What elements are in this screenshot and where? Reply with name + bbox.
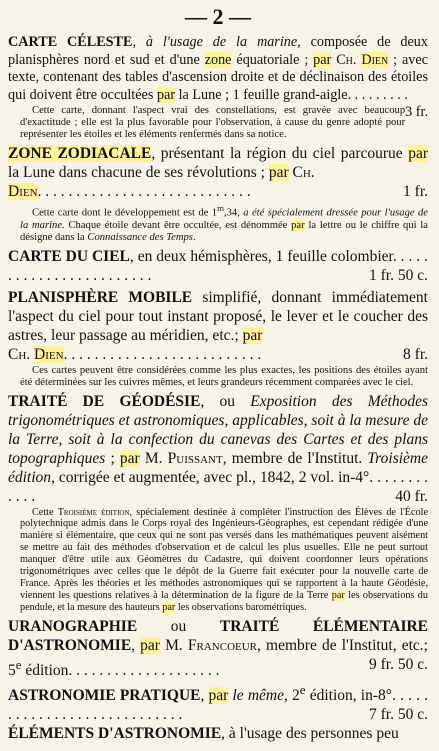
entry-zone-zodiacale: ZONE ZODIACALE, présentant la région du ciel parcourue par la Lune dans chacune de ses révolutions ; par Ch. Dien. . . . . . . . . . . . . . . . . . . . . . . . . . . . 1 fr.	[8, 145, 428, 200]
note-planisphere-mobile: Ces cartes peuvent être considérées comme les plus exactes, les positions des étoiles ayant été déterminées sur les cuivres mêmes, et leurs grandeurs récemment comparées avec le ciel.	[20, 364, 428, 388]
note-traite-geodesie: Cette Troisième édition, spécialement destinée à compléter l'instruction des Élèves de l'École polytechnique admis dans le Corps royal des Ingénieurs-Géographes, est cependant rédigée d'une manière si élémentaire, que ceux qui ne sont pas versés dans les mathématiques peuvent aisément se mettre au fait des méthodes d'observation et de calcul les plus usuelles. Elle ne peut surtout manquer d'être utile aux Géomètres du Cadastre, qui doivent coordonner leurs opérations trigonométriques avec celles que le dépôt de la Guerre fait exécuter pour la nouvelle carte de France. Après les théories et les méthodes astronomiques qui se rapportent à la haute Géodésie, viennent les questions relatives à la détermination de la figure de la Terre par les observations du pendule, et la mesure des hauteurs par les observations barométriques.	[20, 506, 428, 613]
entry-elements-astronomie: ÉLÉMENTS D'ASTRONOMIE, à l'usage des personnes peu	[8, 725, 399, 742]
entry-carte-du-ciel: CARTE DU CIEL, en deux hémisphères, 1 feuille colombier. . . . . . . . . . . . . . . . . . . . . . . . 1 fr. 50 c.	[8, 247, 428, 284]
note-zone-zodiacale: Cette carte dont le développement est de 1$^m$,34, a été spécialement dressée pour l'usage de la marine. Chaque étoile devant être occultée, est dénommée par la lettre ou le chiffre qui la désigne dans la Connaissance des Temps.	[20, 203, 428, 243]
entry-astronomie-pratique: ASTRONOMIE PRATIQUE, par le même, 2e édition, in-8°. . . . . . . . . . . . . . . . . . . . . . . . . . . . 7 fr. 50 c.	[8, 681, 428, 723]
entry-planisphere-mobile: PLANISPHÈRE MOBILE simplifié, donnant immédiatement l'aspect du ciel pour tout instant proposé, le lever et le coucher des astres, leur passage au méridien, etc.; par Ch. Dien. . . . . . . . . . . . . . . . . . . . . . . . . . 8 fr.	[8, 288, 428, 363]
entry-carte-celeste	[8, 34, 428, 120]
page-number: — 2 —	[185, 4, 251, 29]
entry-carte-celeste-body: CARTE CÉLESTE, à l'usage de la marine, composée de deux planisphères nord et sud et d'une zone équatoriale ; par Ch. Dien ; avec texte, contenant des tables d'ascension droite et de déclinaison des étoiles qui doivent être occultées par la Lune ; 1 feuille grand-aigle. . . . . . . . . 3 fr.	[8, 34, 428, 120]
entry-uranographie: URANOGRAPHIE ou TRAITÉ ÉLÉMENTAIRE D'ASTRONOMIE, par M. Francoeur, membre de l'Institut, etc.; 5e édition. . . . . . . . . . . . . . . . . . . . 9 fr. 50 c.	[8, 617, 429, 679]
catalogue-page	[8, 0, 428, 743]
entry-traite-geodesie: TRAITÉ DE GÉODÉSIE, ou Exposition des Méthodes trigonométriques et astronomiques, applicables, soit à la mesure de la Terre, soit à la confection du canevas des Cartes et des plans topographiques ; par M. Puissant, membre de l'Institut. Troisième édition, corrigée et augmentée, avec pl., 1842, 2 vol. in-4°. . . . . . . . . . . . 40 fr.	[8, 392, 428, 505]
note-carte-celeste: Cette carte, donnant l'aspect vrai des constellations, est gravée avec beaucoup d'exactitude ; elle est la plus favorable pour l'observation, à cause du genre adopté pour représenter les étoiles et les éléments renfermés dans sa notice.	[20, 105, 406, 140]
